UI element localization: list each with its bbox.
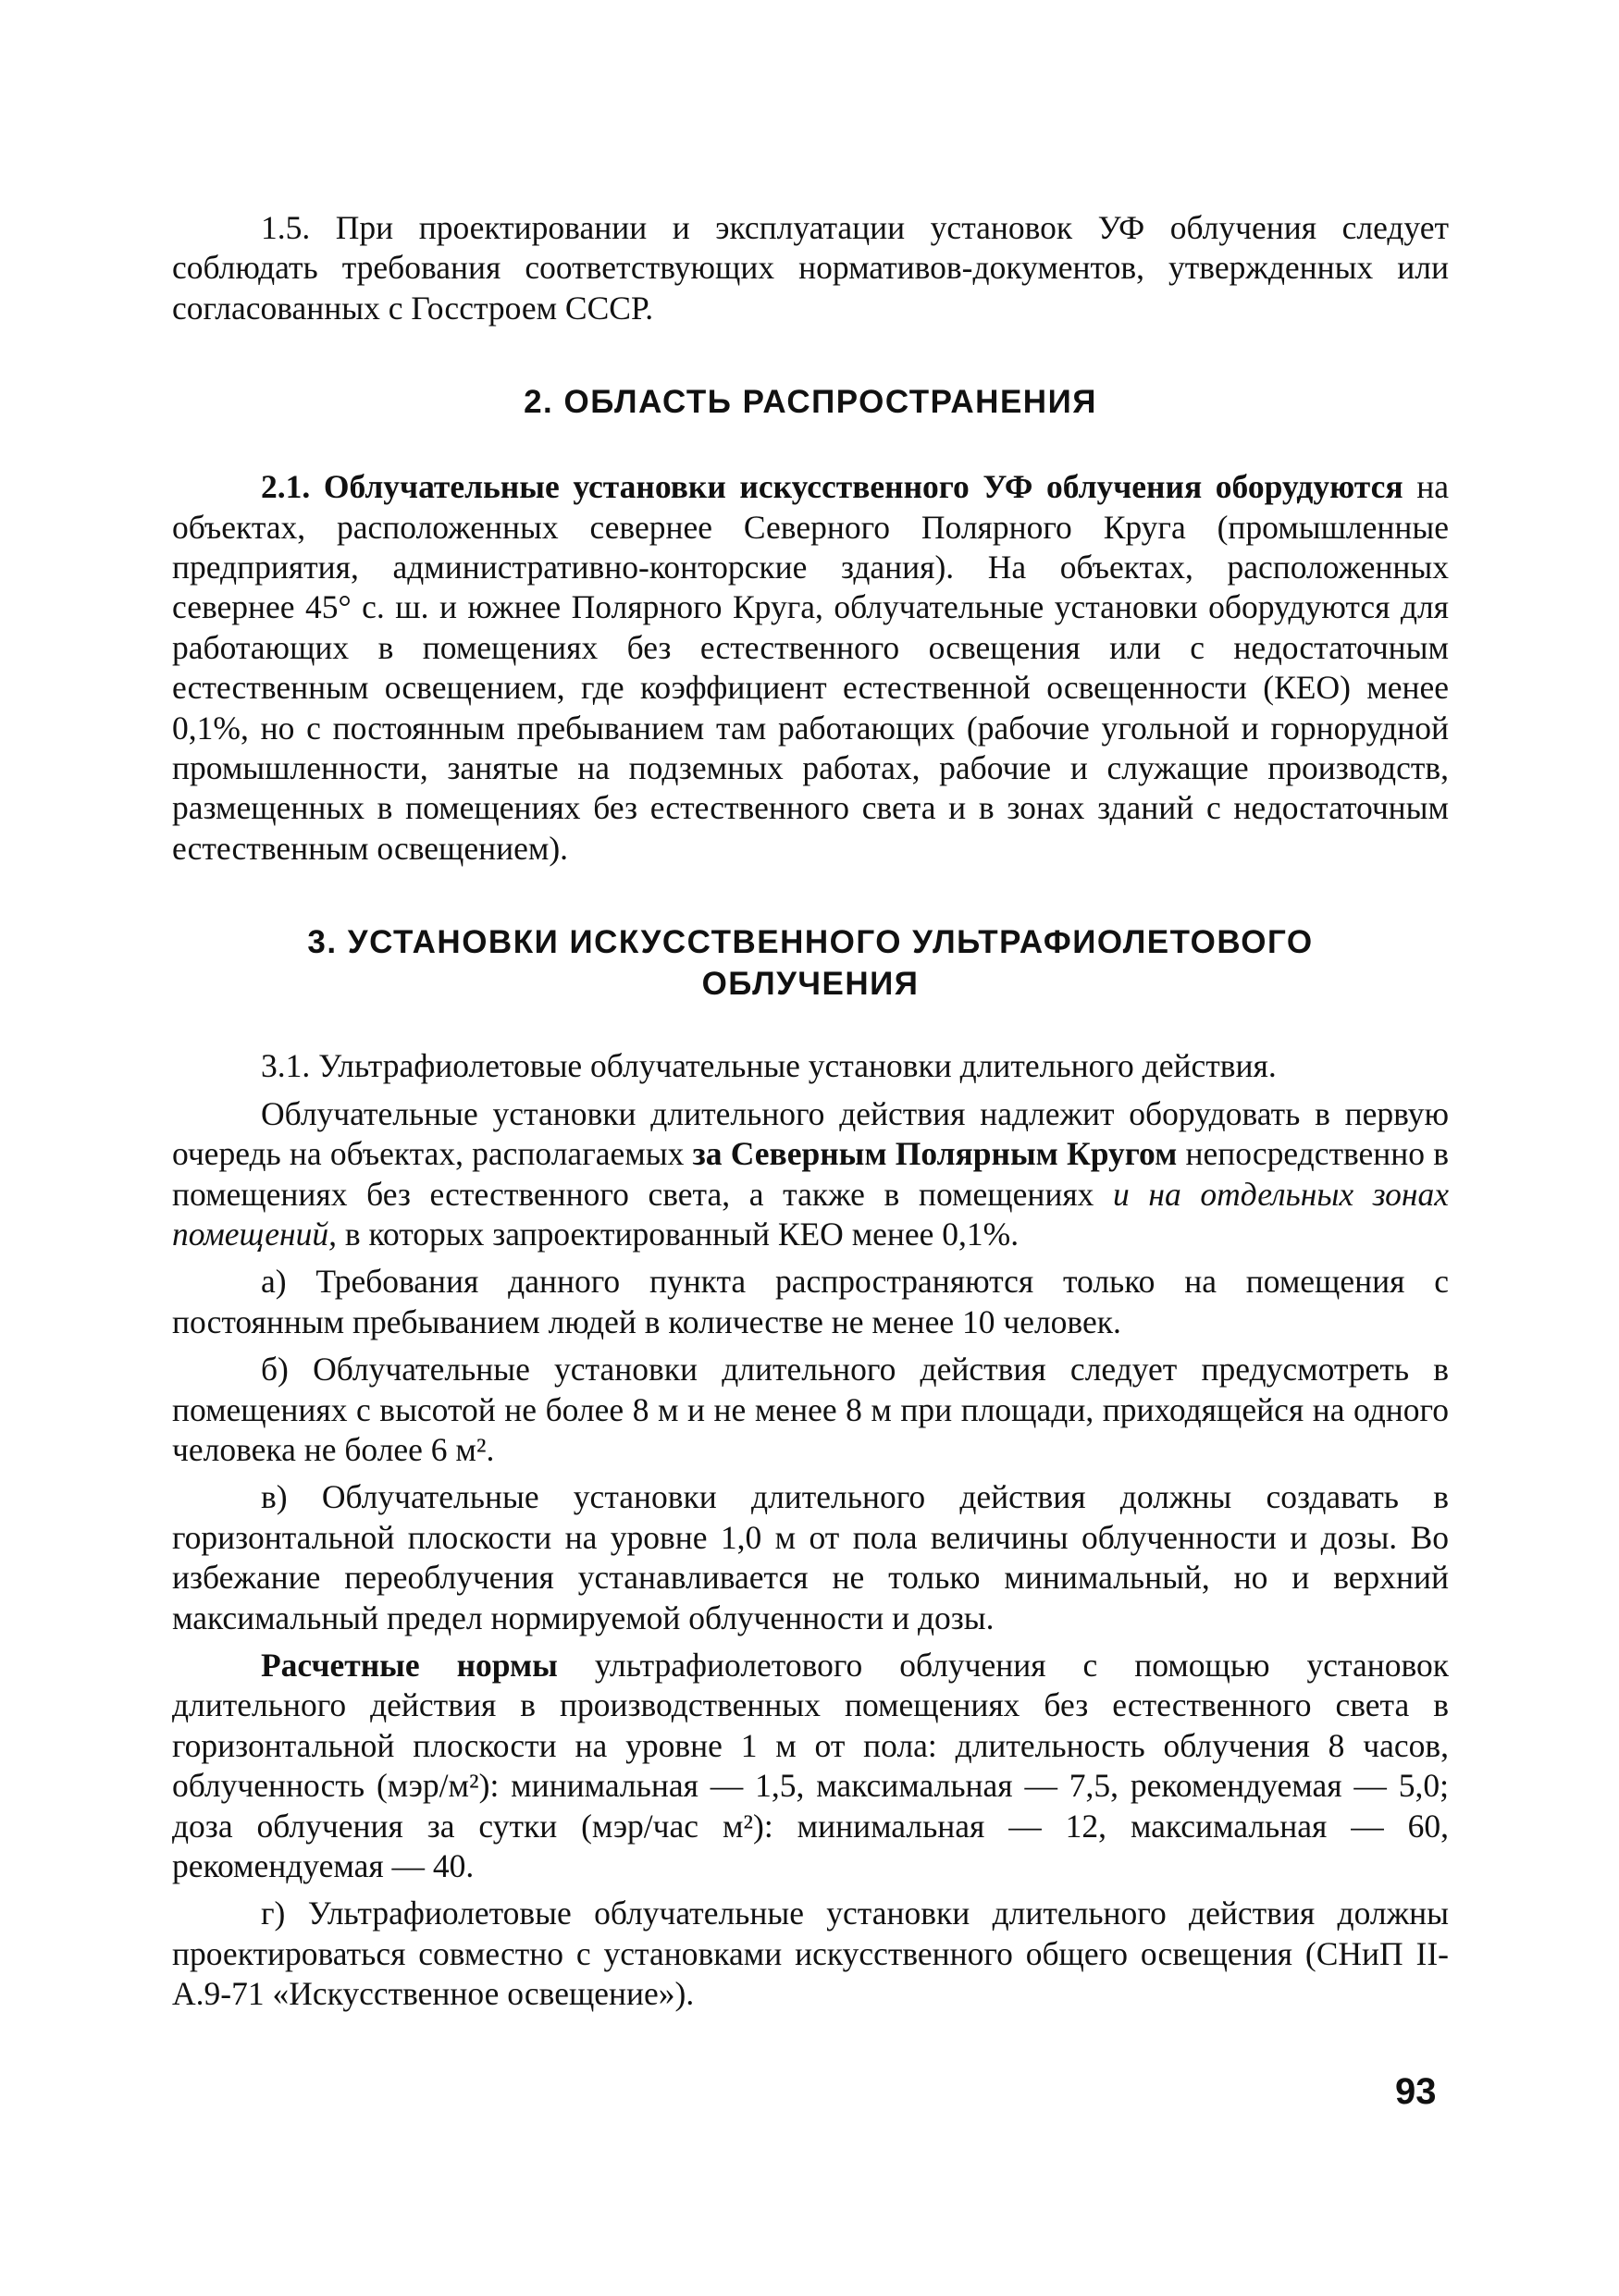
page-number: 93 bbox=[1395, 2071, 1437, 2112]
norms-text: ультрафиолетового облучения с помощью установок длительного действия в производственных помещениях без естественного света в горизонтальной плоскости на уровне 1 м от пола: длительность облучения 8 часов, облученность (мэр/м²): минимальная — 1,5, максимальная — 7,5, рекомендуемая — 5,0; доза облучения за сутки (мэр/час м²): минимальная — 12, максимальная — 60, рекомендуемая — 40. bbox=[172, 1646, 1449, 1884]
list-item-b: б) Облучательные установки длительного действия следует предусмотреть в помещениях с высотой не более 8 м и не менее 8 м при площади, приходящейся на одного человека не более 6 м². bbox=[172, 1351, 1449, 1468]
paragraph-2-1 bbox=[172, 467, 1449, 869]
list-item-a: а) Требования данного пункта распространяются только на помещения с постоянным пребыванием людей в количестве не менее 10 человек. bbox=[172, 1263, 1449, 1340]
section-2-heading: 2. ОБЛАСТЬ РАСПРОСТРАНЕНИЯ bbox=[524, 384, 1097, 421]
list-item-v: в) Облучательные установки длительного действия должны создавать в горизонтальной плоскости на уровне 1,0 м от пола величины облученности и дозы. Во избежание переоблучения устанавливается не только минимальный, но и верхний максимальный предел нормируемой облученности и дозы. bbox=[172, 1478, 1449, 1636]
text-run: Облучательные установки длительного действия надлежит оборудовать в первую очередь на объектах, располагаемых bbox=[172, 1094, 1449, 1173]
text-run-italic: и на отдельных зонах помещений, bbox=[172, 1175, 1450, 1253]
text-run: в которых запроектированный КЕО менее 0,1%. bbox=[337, 1215, 1020, 1253]
paragraph-2-1-lead: 2.1. Облучательные установки искусственного УФ облучения оборудуются bbox=[261, 468, 1403, 506]
paragraph-1-5: 1.5. При проектировании и эксплуатации установок УФ облучения следует соблюдать требования соответствующих нормативов-документов, утвержденных или согласованных с Госстроем СССР. bbox=[172, 209, 1449, 327]
list-item-g: г) Ультрафиолетовые облучательные установки длительного действия должны проектироваться совместно с установками искусственного общего освещения (СНиП II-А.9-71 «Искусственное освещение»). bbox=[172, 1895, 1449, 2013]
section-3-heading-line2: ОБЛУЧЕНИЯ bbox=[701, 966, 920, 1003]
section-3-heading-line1: 3. УСТАНОВКИ ИСКУССТВЕННОГО УЛЬТРАФИОЛЕТОВОГО bbox=[307, 924, 1314, 961]
norms-label: Расчетные нормы bbox=[261, 1646, 558, 1684]
paragraph-3-1: 3.1. Ультрафиолетовые облучательные установки длительного действия. bbox=[261, 1047, 1277, 1085]
paragraph-norms bbox=[172, 1646, 1449, 1886]
paragraph-long-action-installations bbox=[172, 1094, 1449, 1255]
text-run-bold: за Северным Полярным Кругом bbox=[692, 1135, 1178, 1173]
document-page bbox=[172, 208, 1449, 2015]
paragraph-2-1-body: на объектах, расположенных севернее Северного Полярного Круга (промышленные предприятия, административно-конторские здания). На объектах, расположенных севернее 45° с. ш. и южнее Полярного Круга, облучательные установки оборудуются для работающих в помещениях без естественного освещения или с недостаточным естественным освещением, где коэффициент естественной освещенности (КЕО) менее 0,1%, но с постоянным пребыванием там работающих (рабочие угольной и горнорудной промышленности, занятые на подземных работах, рабочие и служащие производств, размещенных в помещениях без естественного света и в зонах зданий с недостаточным естественным освещением). bbox=[172, 468, 1449, 867]
section-3-heading bbox=[172, 921, 1449, 1005]
text-run: непосредственно в помещениях без естественного света, а также в помещениях bbox=[172, 1135, 1449, 1213]
